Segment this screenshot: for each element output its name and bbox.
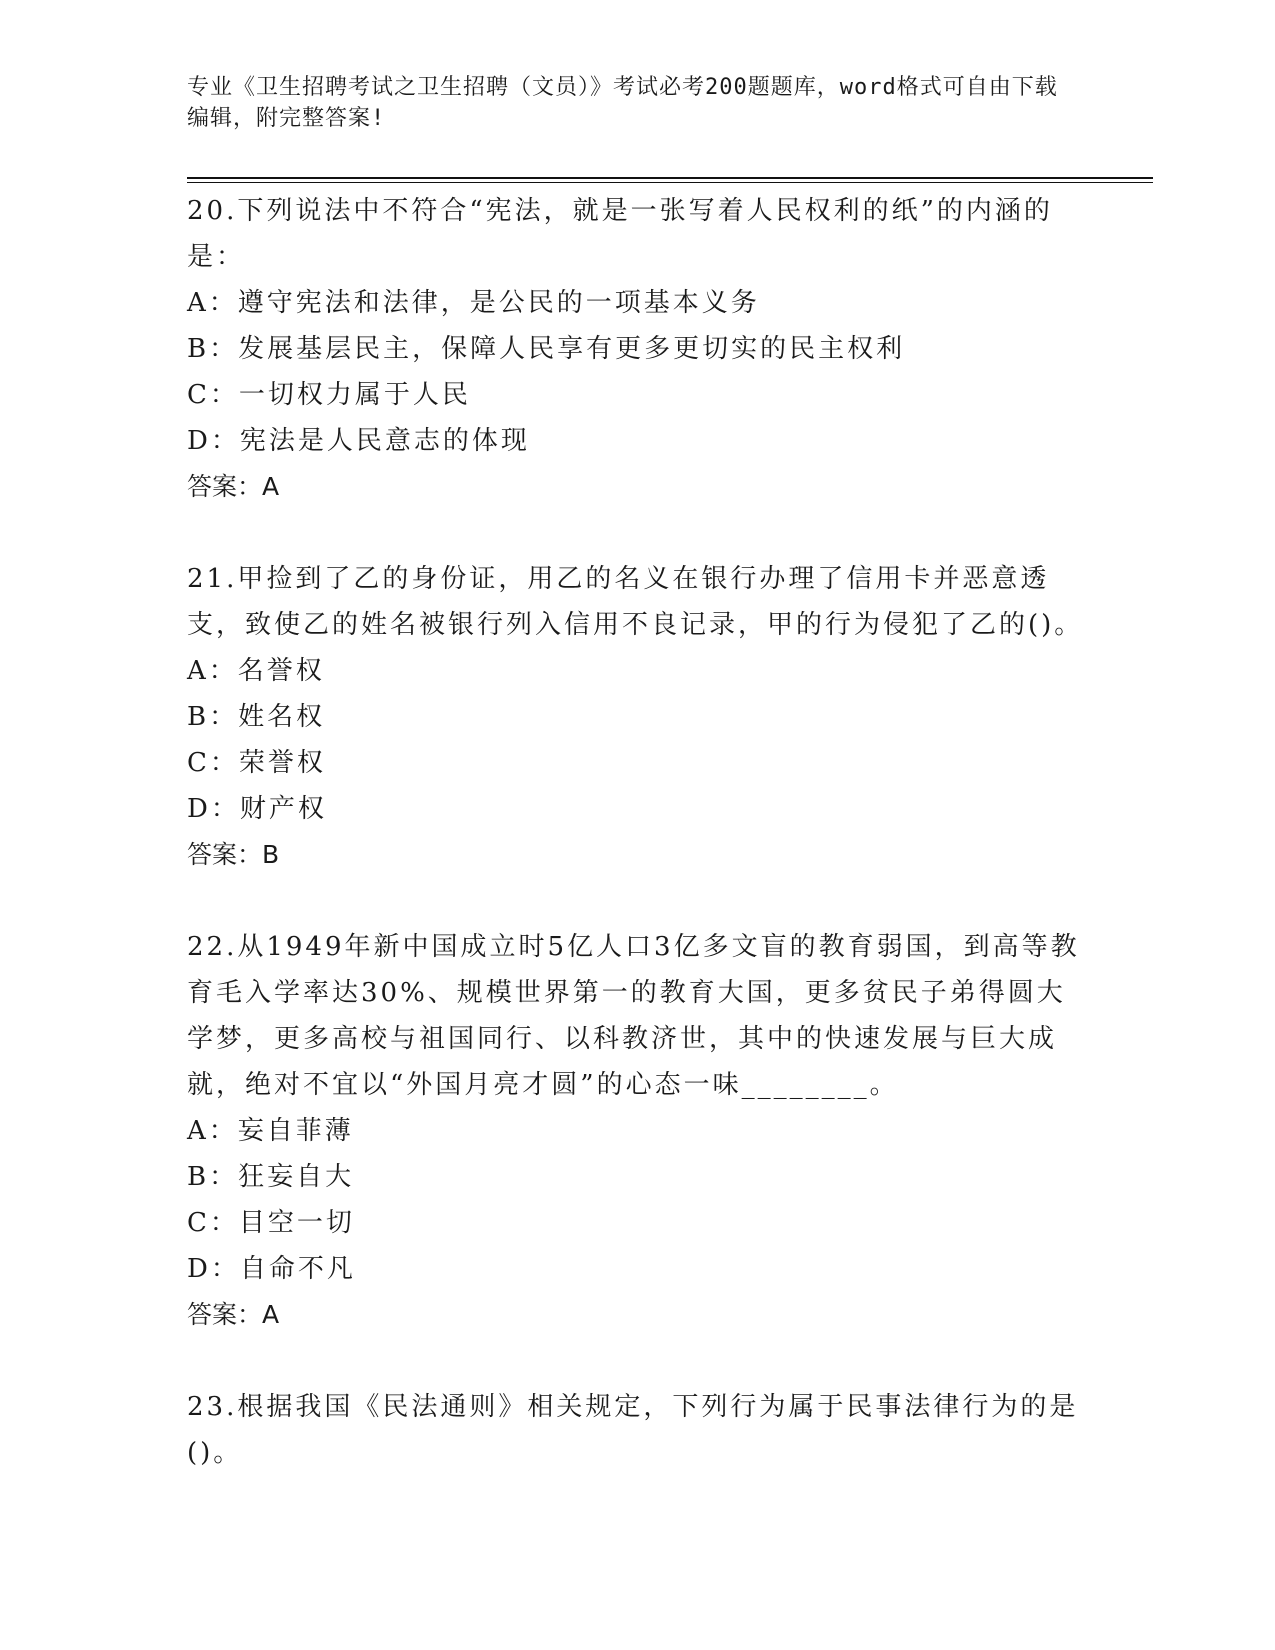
option-d: D：宪法是人民意志的体现 xyxy=(187,426,530,456)
header-divider-thin xyxy=(187,182,1153,183)
spacer xyxy=(187,878,1087,924)
question-20 xyxy=(187,188,1087,510)
question-stem: 22.从1949年新中国成立时5亿人口3亿多文盲的教育弱国，到高等教育毛入学率达30%、规模世界第一的教育大国，更多贫民子弟得圆大学梦，更多高校与祖国同行、以科教济世，其中的快速发展与巨大成就，绝对不宜以“外国月亮才圆”的心态一味________。 xyxy=(187,932,1080,1100)
document-header: 专业《卫生招聘考试之卫生招聘（文员）》考试必考200题题库，word格式可自由下载编辑，附完整答案! xyxy=(187,75,1058,131)
question-list xyxy=(187,188,1087,1476)
option-d: D：财产权 xyxy=(187,794,327,824)
option-c: C：荣誉权 xyxy=(187,748,326,778)
answer-line: 答案：A xyxy=(187,1300,280,1329)
option-b: B：姓名权 xyxy=(187,702,326,732)
question-23 xyxy=(187,1384,1087,1476)
option-b: B：发展基层民主，保障人民享有更多更切实的民主权利 xyxy=(187,334,906,364)
option-d: D：自命不凡 xyxy=(187,1254,356,1284)
spacer xyxy=(187,1338,1087,1384)
question-21 xyxy=(187,556,1087,878)
option-a: A：名誉权 xyxy=(187,656,325,686)
option-c: C：一切权力属于人民 xyxy=(187,380,471,410)
answer-line: 答案：A xyxy=(187,472,280,501)
option-b: B：狂妄自大 xyxy=(187,1162,355,1192)
question-stem: 20.下列说法中不符合“宪法，就是一张写着人民权利的纸”的内涵的是： xyxy=(187,196,1053,272)
question-stem: 21.甲捡到了乙的身份证，用乙的名义在银行办理了信用卡并恶意透支，致使乙的姓名被银行列入信用不良记录，甲的行为侵犯了乙的()。 xyxy=(187,564,1084,640)
answer-line: 答案：B xyxy=(187,840,280,869)
option-c: C：目空一切 xyxy=(187,1208,355,1238)
header-divider-thick xyxy=(187,177,1153,179)
option-a: A：遵守宪法和法律，是公民的一项基本义务 xyxy=(187,288,760,318)
question-22 xyxy=(187,924,1087,1338)
spacer xyxy=(187,510,1087,556)
option-a: A：妄自菲薄 xyxy=(187,1116,354,1146)
question-stem: 23.根据我国《民法通则》相关规定，下列行为属于民事法律行为的是()。 xyxy=(187,1392,1079,1468)
